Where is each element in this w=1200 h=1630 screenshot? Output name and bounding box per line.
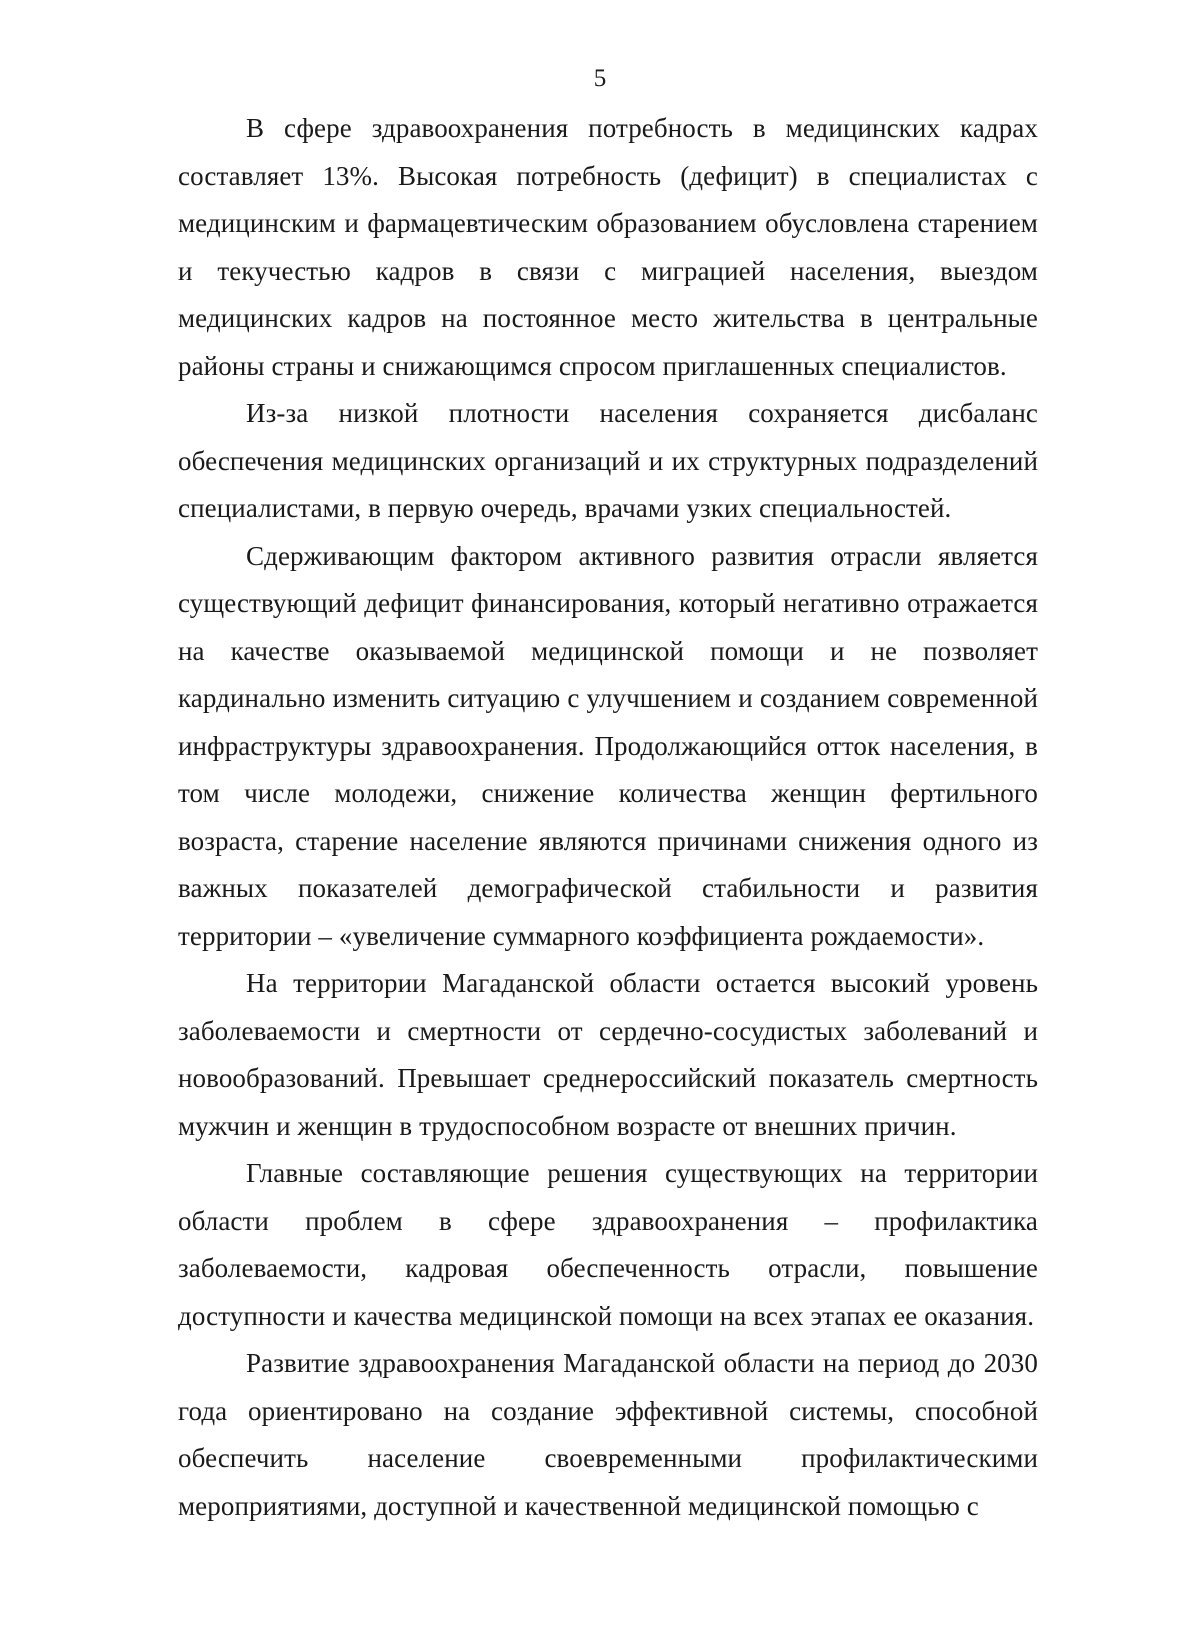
document-body [178,105,1038,1530]
paragraph-funding-deficit: Сдерживающим фактором активного развития отрасли является существующий дефицит финансирования, который негативно отражается на качестве оказываемой медицинской помощи и не позволяет кардинально изменить ситуацию с улучшением и созданием современной инфраструктуры здравоохранения. Продолжающийся отток населения, в том числе молодежи, снижение количества женщин фертильного возраста, старение население являются причинами снижения одного из важных показателей демографической стабильности и развития территории – «увеличение суммарного коэффициента рождаемости». [178,540,1038,951]
paragraph-development-2030: Развитие здравоохранения Магаданской области на период до 2030 года ориентировано на создание эффективной системы, способной обеспечить население своевременными профилактическими мероприятиями, доступной и качественной медицинской помощью с [178,1348,1038,1521]
paragraph-morbidity: На территории Магаданской области остается высокий уровень заболеваемости и смертности от сердечно-сосудистых заболеваний и новообразований. Превышает среднероссийский показатель смертность мужчин и женщин в трудоспособном возрасте от внешних причин. [178,968,1038,1141]
paragraph-population-density: Из-за низкой плотности населения сохраняется дисбаланс обеспечения медицинских организаций и их структурных подразделений специалистами, в первую очередь, врачами узких специальностей. [178,398,1038,523]
paragraph-main-components: Главные составляющие решения существующих на территории области проблем в сфере здравоохранения – профилактика заболеваемости, кадровая обеспеченность отрасли, повышение доступности и качества медицинской помощи на всех этапах ее оказания. [178,1158,1038,1331]
page-number: 5 [593,65,607,92]
paragraph-healthcare-staffing: В сфере здравоохранения потребность в медицинских кадрах составляет 13%. Высокая потребность (дефицит) в специалистах с медицинским и фармацевтическим образованием обусловлена старением и текучестью кадров в связи с миграцией населения, выездом медицинских кадров на постоянное место жительства в центральные районы страны и снижающимся спросом приглашенных специалистов. [178,113,1038,381]
